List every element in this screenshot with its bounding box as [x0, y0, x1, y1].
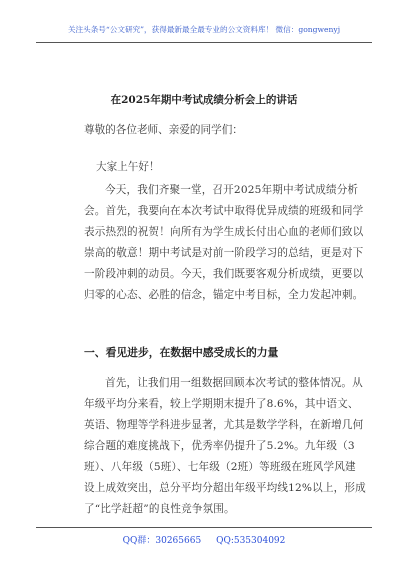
greeting: 大家上午好！	[96, 161, 160, 173]
section-heading: 一、看见进步，在数据中感受成长的力量	[84, 346, 279, 359]
qq-label: QQ:535304092	[216, 536, 286, 546]
footer-divider	[36, 527, 372, 528]
document-title: 在2025年期中考试成绩分析会上的讲话	[110, 94, 298, 106]
footer	[60, 533, 348, 546]
salutation: 尊敬的各位老师、亲爱的同学们：	[84, 124, 243, 136]
qq-group-label: QQ群：30265665	[122, 536, 202, 546]
header-banner: 关注头条号“公文研究”，获得最新最全最专业的公文资料库！ 微信：gongwenyj	[67, 25, 341, 34]
header-divider	[36, 42, 372, 43]
body-paragraph: 今天，我们齐聚一堂，召开2025年期中考试成绩分析会。首先，我要向在本次考试中取得优异成绩的班级和同学表示热烈的祝贺！向所有为学生成长付出心血的老师们致以崇高的敬意！期中考试是对前一阶段学习的总结，更是对下一阶段冲刺的动员。今天，我们既要客观分析成绩，更要以归零的心态、必胜的信念，锚定中考目标，全力发起冲刺。	[84, 184, 364, 301]
body-paragraph: 首先，让我们用一组数据回顾本次考试的整体情况。从年级平均分来看，较上学期期末提升了8.6%，其中语文、英语、物理等学科进步显著，尤其是数学学科，在新增几何综合题的难度挑战下，优秀率仍提升了5.2%。九年级（3班）、八年级（5班）、七年级（2班）等班级在班风学风建设上成效突出，总分平均分超出年级平均线12%以上，形成了“比学赶超”的良性竞争氛围。	[84, 377, 366, 515]
